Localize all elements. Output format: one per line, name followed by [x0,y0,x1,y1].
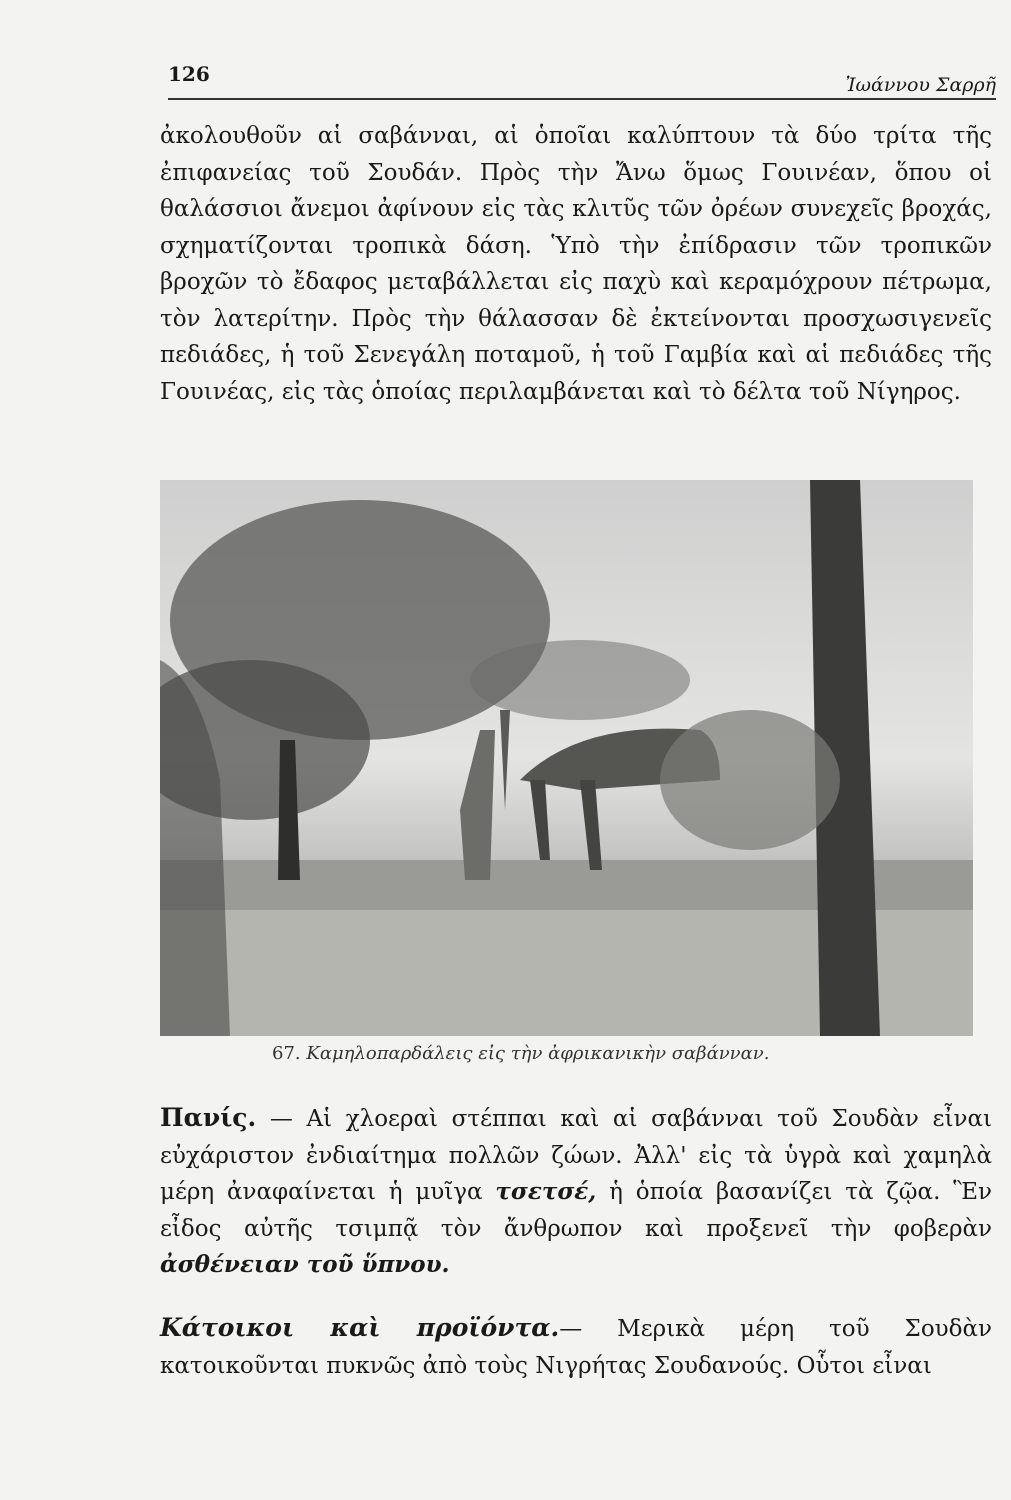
paragraph-inhabitants [160,1310,992,1384]
giraffes-photo-illustration [160,480,973,1036]
figure-caption [272,1043,872,1064]
fauna-text-1: — Αἱ χλοεραὶ στέππαι καὶ αἱ σαβάνναι τοῦ Σουδὰν εἶναι εὐχάριστον ἐνδιαίτημα πολλῶν ζώων. Ἀλλ' εἰς τὰ ὑγρὰ καὶ χαμηλὰ μέρη ἀναφαίνεται ἡ μυῖγα [160,1106,992,1205]
fauna-text-2: ἡ ὁποία βασανίζει τὰ ζῷα. Ἓν εἶδος αὐτῆς τσιμπᾷ τὸν ἄνθρωπον καὶ προξενεῖ τὴν φοβερὰν [160,1179,992,1242]
running-head: Ἰωάννου Σαρρῆ [845,74,996,96]
inhabitants-text: — Μερικὰ μέρη τοῦ Σουδὰν κατοικοῦνται πυκνῶς ἀπὸ τοὺς Νιγρήτας Σουδανούς. Οὗτοι εἶναι [160,1316,993,1379]
emphasis-tsetse: τσετσέ, [495,1178,597,1205]
page-number: 126 [168,62,210,86]
paragraph-fauna [160,1100,992,1284]
section-heading-fauna: Πανίς. [160,1103,257,1132]
header-rule [168,98,996,100]
emphasis-sleeping-sickness: ἀσθένειαν τοῦ ὕπνου. [160,1251,450,1278]
section-heading-inhabitants: Κάτοικοι καὶ προϊόντα. [160,1313,560,1342]
paragraph-savannas: ἀκολουθοῦν αἱ σαβάνναι, αἱ ὁποῖαι καλύπτουν τὰ δύο τρίτα τῆς ἐπιφανείας τοῦ Σουδάν. Πρὸς τὴν Ἄνω ὅμως Γουινέαν, ὅπου οἱ θαλάσσιοι ἄνεμοι ἀφίνουν εἰς τὰς κλιτῦς τῶν ὀρέων συνεχεῖς βροχάς, σχηματίζονται τροπικὰ δάση. Ὑπὸ τὴν ἐπίδρασιν τῶν τροπικῶν βροχῶν τὸ ἔδαφος μεταβάλλεται εἰς παχὺ καὶ κεραμόχρουν πέτρωμα, τὸν λατερίτην. Πρὸς τὴν θάλασσαν δὲ ἐκτείνονται προσχωσιγενεῖς πεδιάδες, ἡ τοῦ Σενεγάλη ποταμοῦ, ἡ τοῦ Γαμβία καὶ αἱ πεδιάδες τῆς Γουινέας, εἰς τὰς ὁποίας περιλαμβάνεται καὶ τὸ δέλτα τοῦ Νίγηρος. [160,123,992,405]
figure-giraffes-photo [160,480,973,1036]
page-header [168,62,996,102]
figure-number: 67. [272,1043,301,1064]
figure-caption-text: Καμηλοπαρδάλεις εἰς τὴν ἀφρικανικὴν σαβάνναν. [306,1043,770,1064]
